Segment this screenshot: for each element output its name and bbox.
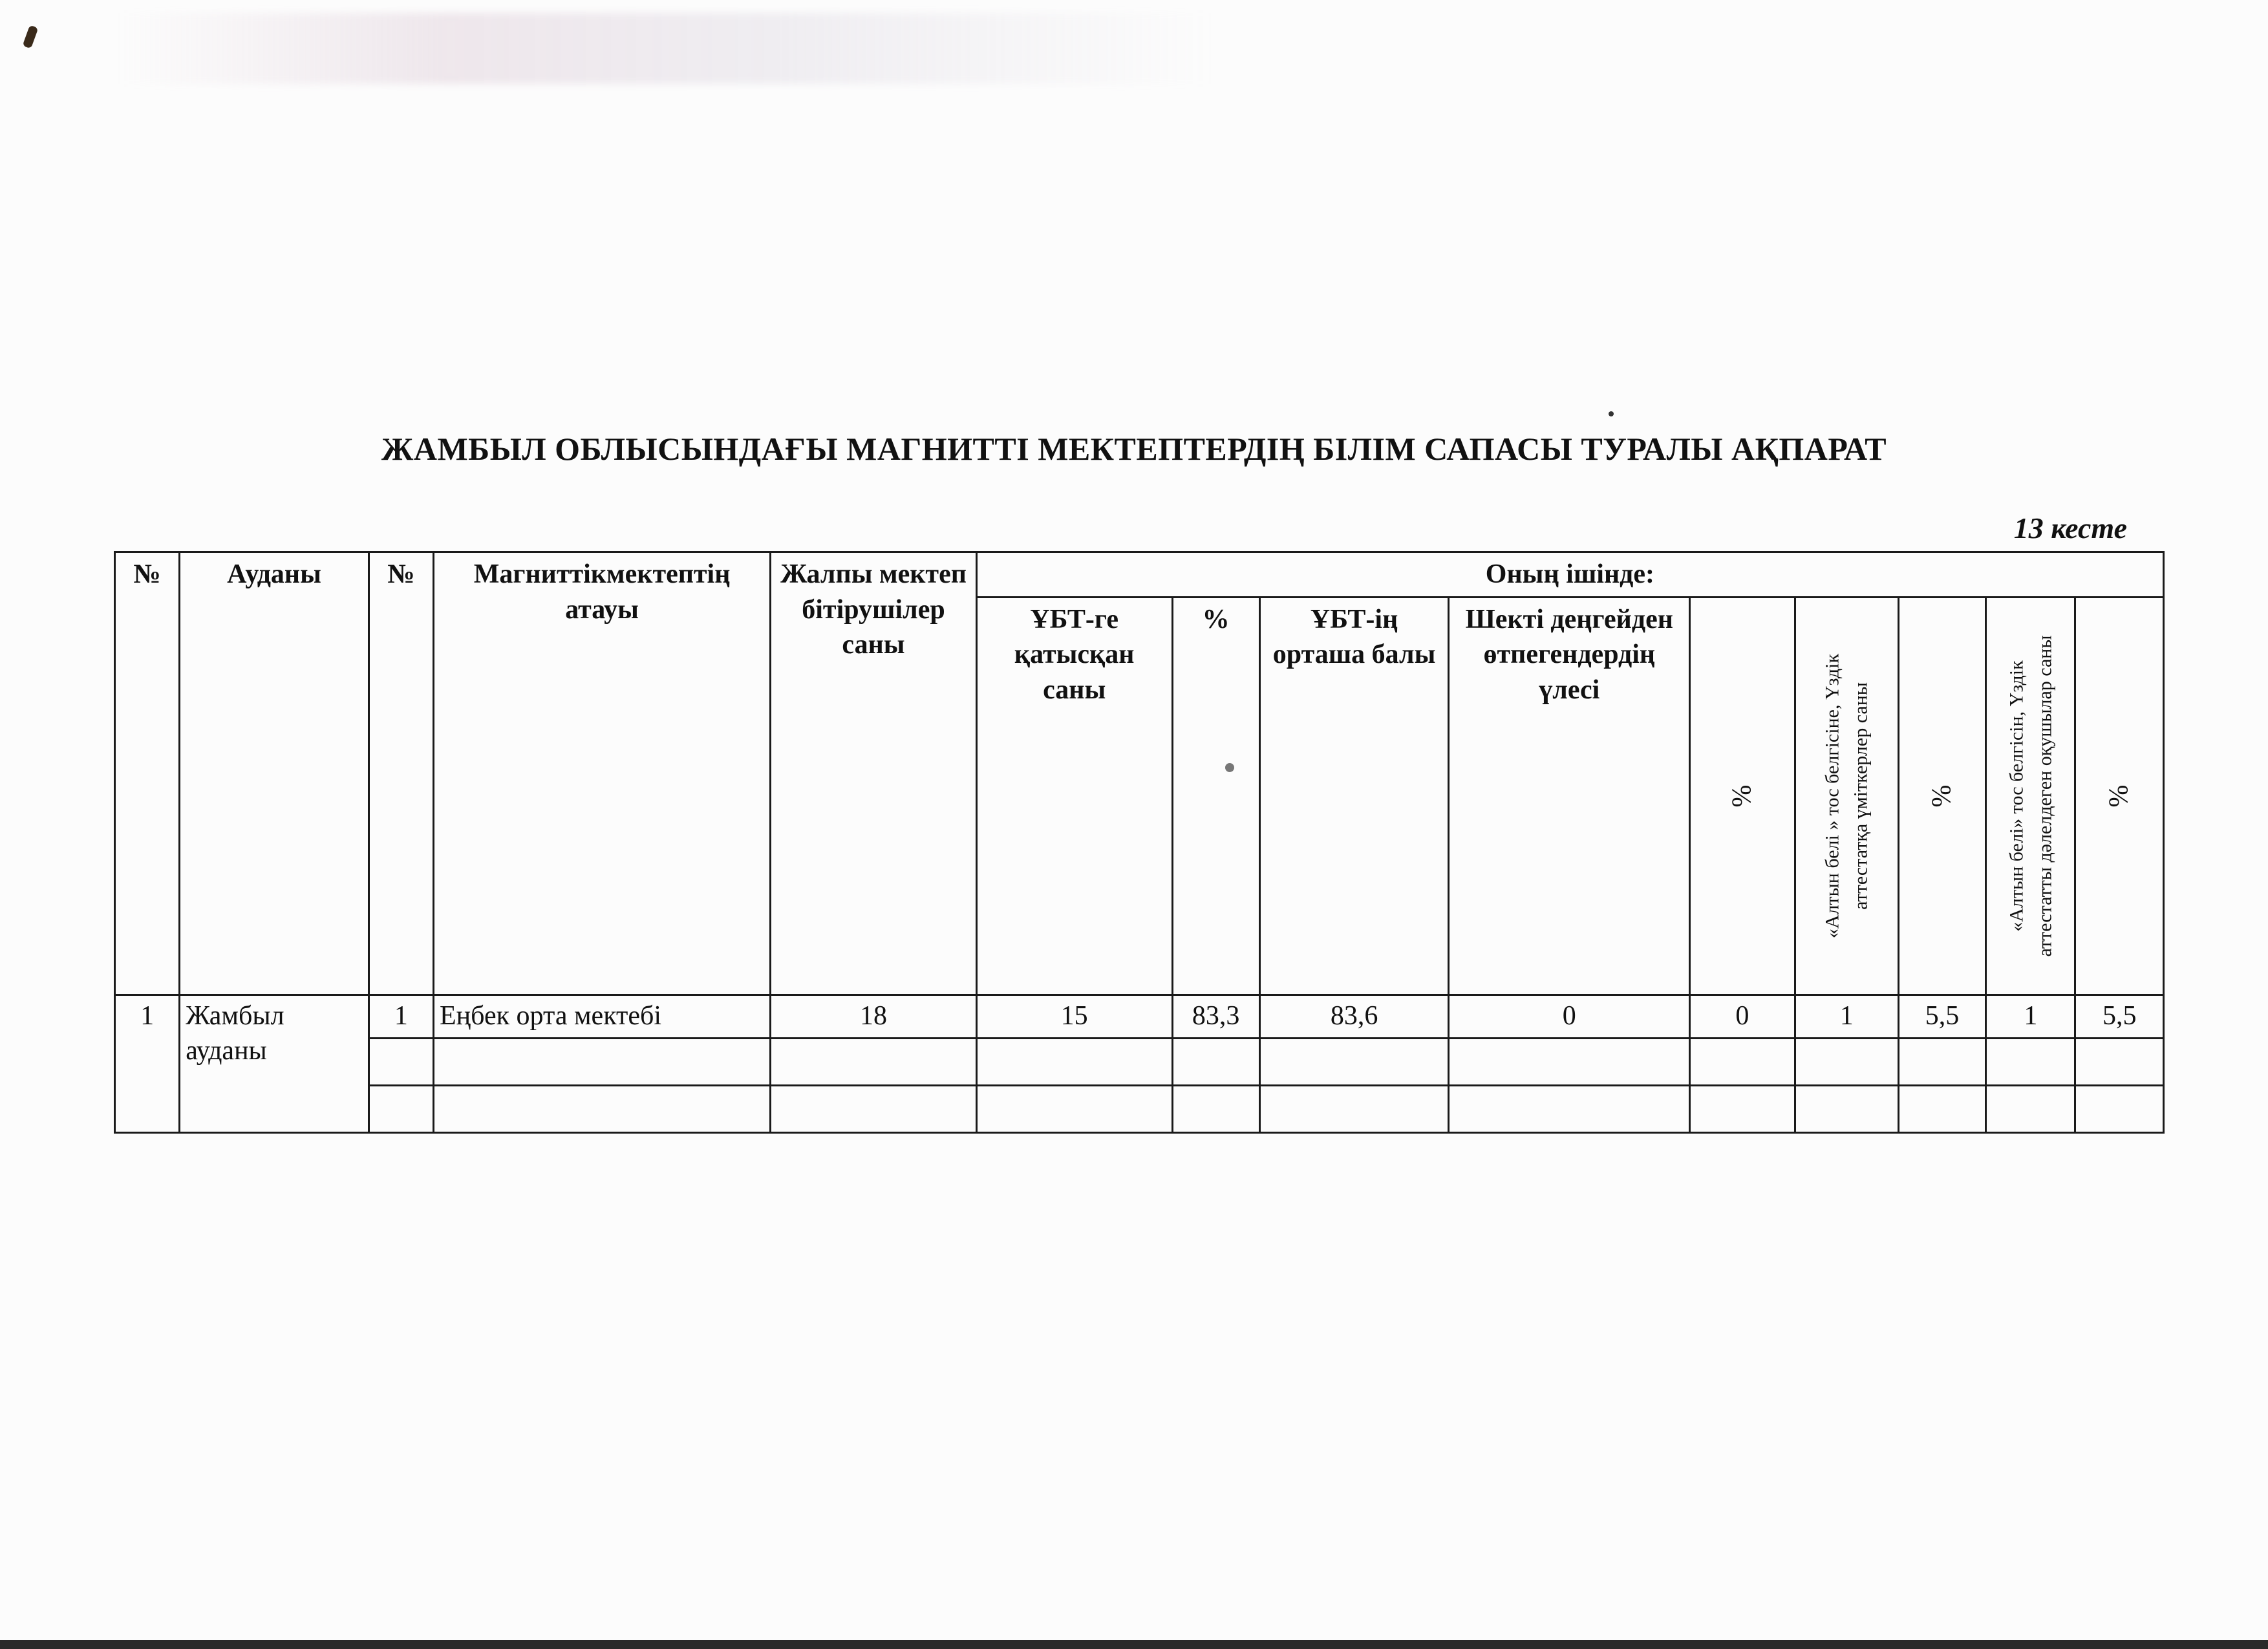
cell-ubt-average: 83,6	[1259, 995, 1449, 1038]
header-altyn-candidates-cell	[1795, 597, 1898, 995]
header-altyn-candidates: «Алтын белі » тос белгісіне, Үздік аттестатқа үміткерлер саны	[1821, 653, 1872, 938]
header-number: №	[115, 552, 180, 995]
empty-cell	[369, 1038, 433, 1085]
header-altyn-confirmed: «Алтын белі» тос белгісін, Үздік аттестатты дәлелдеген оқушылар саны	[2006, 635, 2055, 957]
empty-cell	[1172, 1085, 1259, 1132]
scan-mark	[23, 25, 39, 49]
empty-table-row	[115, 1038, 2164, 1085]
header-below-threshold: Шекті деңгейден өтпегендердің үлесі	[1449, 597, 1690, 995]
cell-percent-4: 5,5	[2075, 995, 2164, 1038]
empty-cell	[771, 1085, 977, 1132]
empty-cell	[1795, 1038, 1898, 1085]
empty-cell	[1690, 1038, 1795, 1085]
header-school-name: Магниттікмектептің атауы	[434, 552, 771, 995]
header-altyn-confirmed-cell	[1986, 597, 2075, 995]
header-percent-4-cell	[2075, 597, 2164, 995]
cell-altyn-confirmed: 1	[1986, 995, 2075, 1038]
scan-smudge	[116, 13, 1215, 84]
header-ubt-average: ҰБТ-ің орташа балы	[1259, 597, 1449, 995]
empty-cell	[1449, 1085, 1690, 1132]
scan-speck	[1609, 411, 1614, 416]
empty-cell	[1259, 1085, 1449, 1132]
header-including: Оның ішінде:	[976, 552, 2163, 598]
header-ubt-participants: ҰБТ-ге қатысқан саны	[976, 597, 1172, 995]
cell-school-name: Еңбек орта мектебі	[434, 995, 771, 1038]
cell-percent-2: 0	[1690, 995, 1795, 1038]
empty-cell	[1986, 1038, 2075, 1085]
cell-altyn-candidates: 1	[1795, 995, 1898, 1038]
report-table	[114, 551, 2165, 1134]
empty-cell	[771, 1038, 977, 1085]
empty-cell	[1690, 1085, 1795, 1132]
empty-table-row	[115, 1085, 2164, 1132]
document-title: ЖАМБЫЛ ОБЛЫСЫНДАҒЫ МАГНИТТІ МЕКТЕПТЕРДІҢ БІЛІМ САПАСЫ ТУРАЛЫ АҚПАРАТ	[381, 431, 1887, 467]
header-percent-2: %	[1727, 784, 1757, 808]
cell-school-number: 1	[369, 995, 433, 1038]
empty-cell	[434, 1085, 771, 1132]
empty-cell	[976, 1038, 1172, 1085]
empty-cell	[1795, 1085, 1898, 1132]
empty-cell	[434, 1038, 771, 1085]
header-total-graduates: Жалпы мектеп бітірушілер саны	[771, 552, 977, 995]
cell-ubt-participants: 15	[976, 995, 1172, 1038]
header-percent-4: %	[2104, 784, 2134, 808]
empty-cell	[2075, 1038, 2164, 1085]
header-percent-3: %	[1927, 784, 1957, 808]
header-row-1	[115, 552, 2164, 598]
empty-cell	[1986, 1085, 2075, 1132]
cell-district: Жамбыл ауданы	[180, 995, 369, 1132]
table-row	[115, 995, 2164, 1038]
cell-below-threshold: 0	[1449, 995, 1690, 1038]
empty-cell	[1172, 1038, 1259, 1085]
cell-number: 1	[115, 995, 180, 1132]
empty-cell	[1898, 1085, 1985, 1132]
header-percent-1: %	[1172, 597, 1259, 995]
header-percent-2-cell	[1690, 597, 1795, 995]
cell-percent-1: 83,3	[1172, 995, 1259, 1038]
header-district: Ауданы	[180, 552, 369, 995]
scan-bottom-edge	[0, 1640, 2268, 1649]
empty-cell	[976, 1085, 1172, 1132]
empty-cell	[1259, 1038, 1449, 1085]
empty-cell	[369, 1085, 433, 1132]
cell-total-graduates: 18	[771, 995, 977, 1038]
empty-cell	[2075, 1085, 2164, 1132]
header-percent-3-cell	[1898, 597, 1985, 995]
header-school-number: №	[369, 552, 433, 995]
empty-cell	[1449, 1038, 1690, 1085]
table-number: 13 кесте	[2013, 512, 2127, 544]
cell-percent-3: 5,5	[1898, 995, 1985, 1038]
empty-cell	[1898, 1038, 1985, 1085]
